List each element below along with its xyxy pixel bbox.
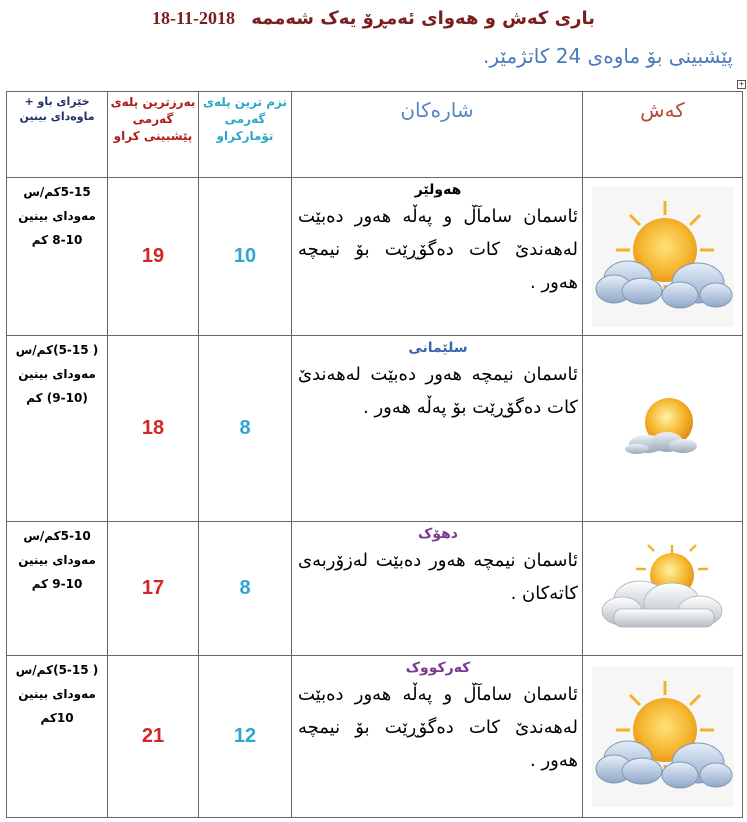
table-row — [7, 656, 743, 818]
city-name: دهۆک — [417, 526, 458, 542]
sun-behind-cloud-icon — [583, 187, 742, 327]
report-date: 2018-11-18 — [151, 8, 235, 28]
min-temp-cell: 12 — [199, 656, 292, 818]
max-temp-cell: 21 — [108, 656, 199, 818]
report-title — [0, 8, 747, 29]
max-temp-cell: 18 — [108, 336, 199, 522]
city-name: کەرکووک — [405, 660, 471, 676]
sun-behind-cloud-icon — [583, 667, 742, 807]
weather-icon-cell — [583, 656, 743, 818]
city-name: سلێمانی — [408, 340, 468, 356]
table-row — [7, 522, 743, 656]
city-cell — [292, 336, 583, 522]
sun-over-cloud-icon — [583, 394, 742, 464]
city-cell — [292, 178, 583, 336]
weather-description: ئاسمان نیمچە هەور دەبێت لەزۆربەی کاتەکان . — [298, 550, 578, 604]
table-header-row — [7, 92, 743, 178]
max-temp-cell: 19 — [108, 178, 199, 336]
column-header-wind: خێرای باو + ماوەدای بینین — [7, 92, 108, 178]
wind-visibility-cell: ( 5-15)کم/س مەودای بینین (10-9) کم — [7, 336, 108, 522]
partly-cloudy-icon — [583, 543, 742, 635]
weather-icon-cell — [583, 522, 743, 656]
table-row — [7, 336, 743, 522]
city-cell — [292, 522, 583, 656]
column-header-min-temp: نزم ترین پلەی گەرمی تۆمارکراو — [199, 92, 292, 178]
wind-visibility-cell: ( 5-15)کم/س مەودای بینین 10کم — [7, 656, 108, 818]
weather-icon-cell — [583, 336, 743, 522]
report-title-text: باری کەش و هەوای ئەمڕۆ یەک شەممە — [251, 8, 596, 29]
wind-visibility-cell: 5-15کم/س مەودای بینین 10-8 کم — [7, 178, 108, 336]
table-row — [7, 178, 743, 336]
min-temp-cell: 8 — [199, 522, 292, 656]
weather-table — [6, 91, 743, 818]
weather-description: ئاسمان سامآڵ و پەڵە هەور دەبێت لەهەندێ کات دەگۆڕێت بۆ نیمچە هەور . — [298, 684, 578, 771]
min-temp-cell: 10 — [199, 178, 292, 336]
city-cell — [292, 656, 583, 818]
column-header-weather: کەش — [583, 92, 743, 178]
city-name: هەولێر — [414, 182, 462, 198]
weather-description: ئاسمان نیمچە هەور دەبێت لەهەندێ کات دەگۆڕێت بۆ پەڵە هەور . — [298, 364, 578, 418]
weather-icon-cell — [583, 178, 743, 336]
forecast-subtitle: پێشبینی بۆ ماوەی 24 کاتژمێر. — [483, 44, 733, 68]
weather-description: ئاسمان سامآڵ و پەڵە هەور دەبێت لەهەندێ کات دەگۆڕێت بۆ نیمچە هەور . — [298, 206, 578, 293]
column-header-city: شارەکان — [292, 92, 583, 178]
table-move-handle[interactable]: + — [738, 80, 745, 88]
column-header-max-temp: بەرزترین پلەی گەرمی پێشبینی کراو — [108, 92, 199, 178]
min-temp-cell: 8 — [199, 336, 292, 522]
wind-visibility-cell: 5-10کم/س مەودای بینین 10-9 کم — [7, 522, 108, 656]
max-temp-cell: 17 — [108, 522, 199, 656]
